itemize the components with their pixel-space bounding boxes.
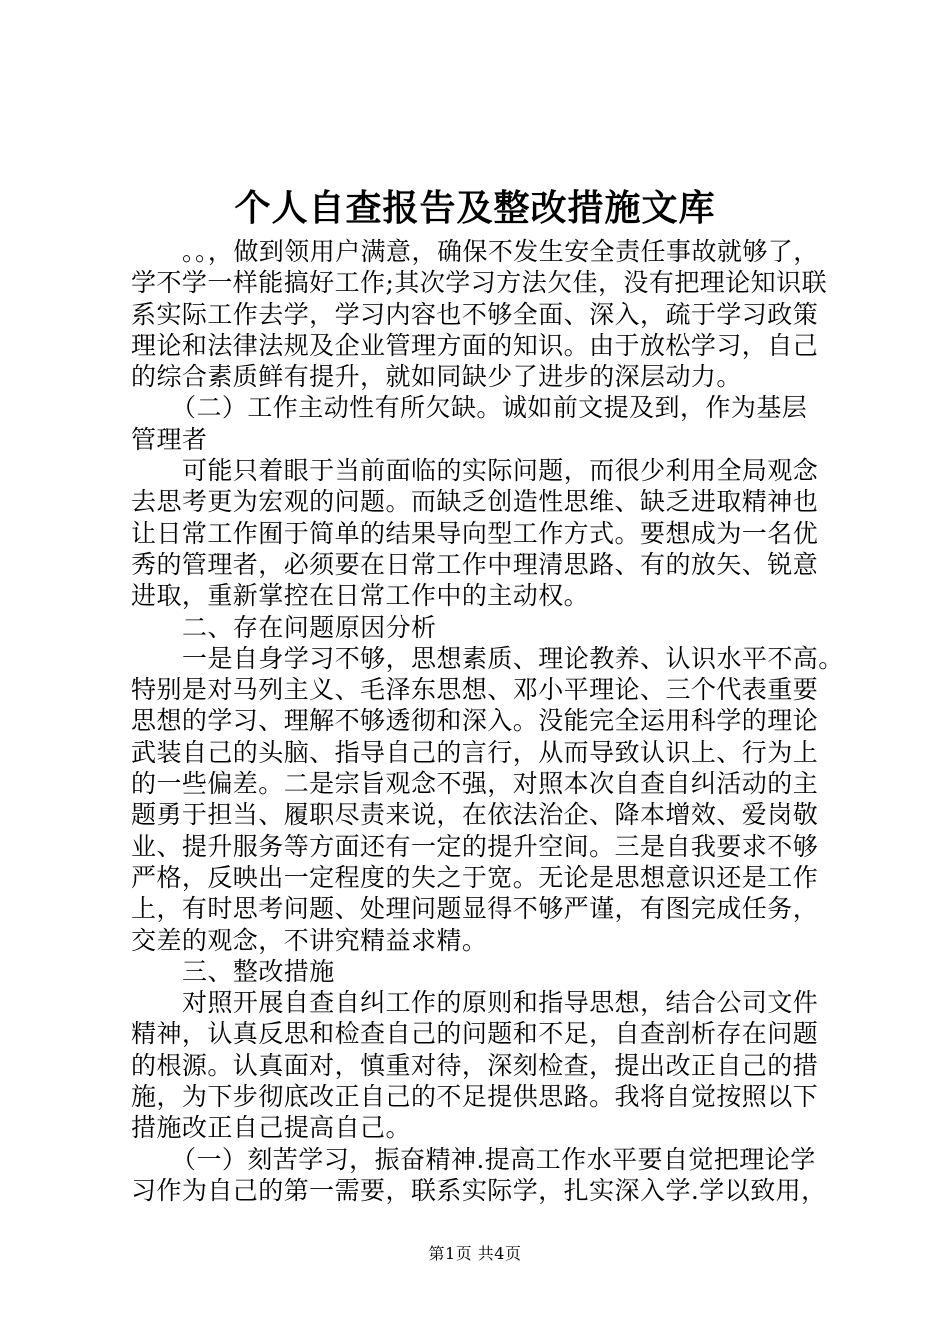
text-line: 去思考更为宏观的问题。而缺乏创造性思维、缺乏进取精神也 xyxy=(131,487,819,517)
text-line: 理论和法律法规及企业管理方面的知识。由于放松学习，自己 xyxy=(131,330,819,360)
section-heading: 三、整改措施 xyxy=(182,956,335,986)
text-line: 上，有时思考问题、处理问题显得不够严谨，有图完成任务， xyxy=(131,894,819,924)
text-line: 一是自身学习不够，思想素质、理论教养、认识水平不高。 xyxy=(182,643,844,673)
text-line: （一）刻苦学习，振奋精神.提高工作水平要自觉把理论学 xyxy=(171,1144,816,1174)
text-line: 对照开展自查自纠工作的原则和指导思想，结合公司文件 xyxy=(182,988,819,1018)
text-line: 交差的观念，不讲究精益求精。 xyxy=(131,925,488,955)
text-line: 。。，做到领用户满意，确保不发生安全责任事故就够了， xyxy=(182,237,819,266)
text-line: 秀的管理者，必须要在日常工作中理清思路、有的放矢、锐意 xyxy=(131,549,819,579)
text-line: 的一些偏差。二是宗旨观念不强，对照本次自查自纠活动的主 xyxy=(131,769,819,799)
text-line: 特别是对马列主义、毛泽东思想、邓小平理论、三个代表重要 xyxy=(131,675,819,705)
text-line: 精神，认真反思和检查自己的问题和不足，自查剖析存在问题 xyxy=(131,1019,819,1049)
text-line: 可能只着眼于当前面临的实际问题，而很少利用全局观念 xyxy=(182,456,819,486)
text-line: 习作为自己的第一需要，联系实际学，扎实深入学.学以致用， xyxy=(131,1175,827,1205)
text-line: 的根源。认真面对，慎重对待，深刻检查，提出改正自己的措 xyxy=(131,1050,819,1080)
document-body xyxy=(131,236,844,1206)
text-line: 管理者 xyxy=(131,424,208,454)
text-line: 让日常工作囿于简单的结果导向型工作方式。要想成为一名优 xyxy=(131,518,819,548)
text-line: 严格，反映出一定程度的失之于宽。无论是思想意识还是工作 xyxy=(131,862,819,892)
text-line: （二）工作主动性有所欠缺。诚如前文提及到，作为基层 xyxy=(171,393,808,423)
section-heading: 二、存在问题原因分析 xyxy=(182,612,437,642)
page-footer: 第1页 共4页 xyxy=(428,1244,522,1263)
text-line: 学不学一样能搞好工作;其次学习方法欠佳，没有把理论知识联 xyxy=(131,268,828,298)
text-line: 思想的学习、理解不够透彻和深入。没能完全运用科学的理论 xyxy=(131,706,819,736)
text-line: 题勇于担当、履职尽责来说，在依法治企、降本增效、爱岗敬 xyxy=(131,800,819,830)
text-line: 措施改正自己提高自己。 xyxy=(131,1113,411,1143)
document-title: 个人自查报告及整改措施文库 xyxy=(234,187,716,229)
text-line: 施，为下步彻底改正自己的不足提供思路。我将自觉按照以下 xyxy=(131,1082,819,1112)
text-line: 业、提升服务等方面还有一定的提升空间。三是自我要求不够 xyxy=(131,831,819,861)
text-line: 武装自己的头脑、指导自己的言行，从而导致认识上、行为上 xyxy=(131,737,819,767)
text-line: 系实际工作去学，学习内容也不够全面、深入，疏于学习政策 xyxy=(131,299,819,329)
text-line: 进取，重新掌控在日常工作中的主动权。 xyxy=(131,581,590,611)
text-line: 的综合素质鲜有提升，就如同缺少了进步的深层动力。 xyxy=(131,362,742,392)
